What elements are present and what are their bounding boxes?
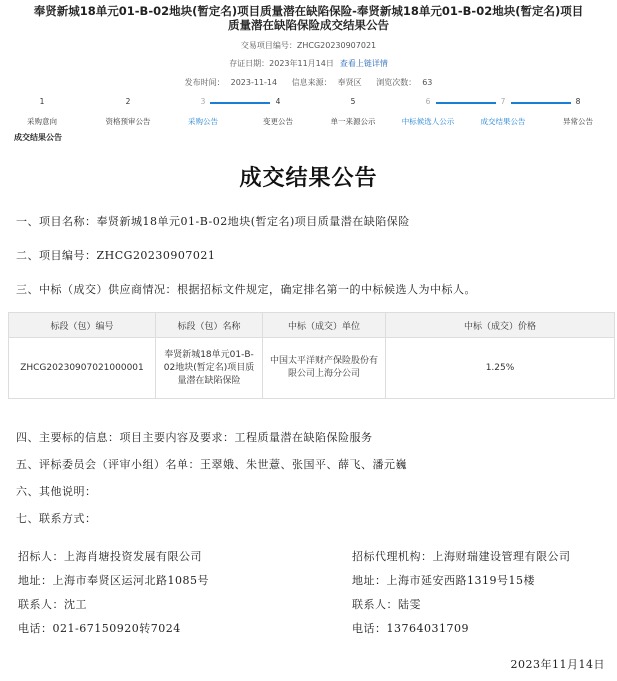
table-header-row [9, 313, 615, 338]
cell-price: 1.25% [386, 338, 615, 399]
notice-date: 2023年11月14日 [510, 658, 605, 671]
agent-contacts [352, 548, 571, 644]
item-supplier: 三、中标（成交）供应商情况：根据招标文件规定，确定排名第一的中标候选人为中标人。 [16, 283, 476, 296]
agent-address: 地址：上海市延安西路1319号15楼 [352, 574, 535, 587]
trade-no-line [0, 40, 617, 51]
result-table [8, 312, 615, 399]
trade-no-label: 交易项目编号： [240, 41, 297, 50]
col-header-unit: 中标（成交）单位 [263, 313, 386, 338]
col-header-code: 标段（包）编号 [9, 313, 156, 338]
col-header-name: 标段（包）名称 [156, 313, 263, 338]
notice-title: 奉贤新城18单元01-B-02地块(暂定名)项目质量潜在缺陷保险-奉贤新城18单元01-B-02地块(暂定名)项目质量潜在缺陷保险成交结果公告 [33, 4, 584, 32]
cell-unit: 中国太平洋财产保险股份有限公司上海分公司 [263, 338, 386, 399]
publish-info-line [0, 77, 617, 88]
step-4[interactable]: 4 变更公告 [263, 97, 293, 126]
item-committee: 五、评标委员会（评审小组）名单：王翠娥、朱世薏、张国平、薛飞、潘元巍 [16, 458, 407, 471]
tenderer-name: 招标人：上海肖塘投资发展有限公司 [18, 550, 202, 563]
publish-time: 发布时间： 2023-11-14 [184, 78, 278, 87]
item-project-code: 二、项目编号：ZHCG20230907021 [16, 249, 216, 262]
info-source: 信息来源： 奉贤区 [291, 78, 362, 87]
cell-code: ZHCG20230907021000001 [9, 338, 156, 399]
col-header-price: 中标（成交）价格 [386, 313, 615, 338]
cell-name: 奉贤新城18单元01-B-02地块(暂定名)项目质量潜在缺陷保险 [156, 338, 263, 399]
item-other: 六、其他说明： [16, 485, 97, 498]
view-count: 浏览次数： 63 [376, 78, 433, 87]
step-5[interactable]: 5 单一来源公示 [330, 97, 376, 126]
tenderer-contact: 联系人：沈工 [18, 598, 87, 611]
table-row [9, 338, 615, 399]
step-7[interactable]: 7 成交结果公告 [480, 97, 526, 126]
section-label: 成交结果公告 [14, 133, 62, 142]
item-main-info: 四、主要标的信息：项目主要内容及要求：工程质量潜在缺陷保险服务 [16, 431, 373, 444]
archive-label: 存证日期： [229, 59, 270, 68]
tenderer-phone: 电话：021-67150920转7024 [18, 622, 181, 635]
trade-no: ZHCG20230907021 [296, 41, 377, 50]
step-2[interactable]: 2 资格预审公告 [105, 97, 151, 126]
step-1[interactable]: 1 采购意向 [27, 97, 57, 126]
doc-title: 成交结果公告 [239, 166, 378, 191]
tenderer-contacts [18, 548, 209, 644]
archive-date: 2023年11月14日 [269, 59, 334, 68]
step-3[interactable]: 3 采购公告 [188, 97, 218, 126]
agent-contact: 联系人：陆雯 [352, 598, 421, 611]
item-contact: 七、联系方式： [16, 512, 97, 525]
tenderer-address: 地址：上海市奉贤区运河北路1085号 [18, 574, 209, 587]
chain-detail-link[interactable]: 查看上链详情 [339, 59, 388, 68]
step-8[interactable]: 8 异常公告 [563, 97, 593, 126]
item-project-name: 一、项目名称：奉贤新城18单元01-B-02地块(暂定名)项目质量潜在缺陷保险 [16, 215, 410, 228]
archive-line [0, 58, 617, 69]
agent-name: 招标代理机构：上海财瑞建设管理有限公司 [352, 550, 571, 563]
step-6[interactable]: 6 中标候选人公示 [401, 97, 455, 126]
process-steps [0, 96, 617, 132]
agent-phone: 电话：13764031709 [352, 622, 469, 635]
